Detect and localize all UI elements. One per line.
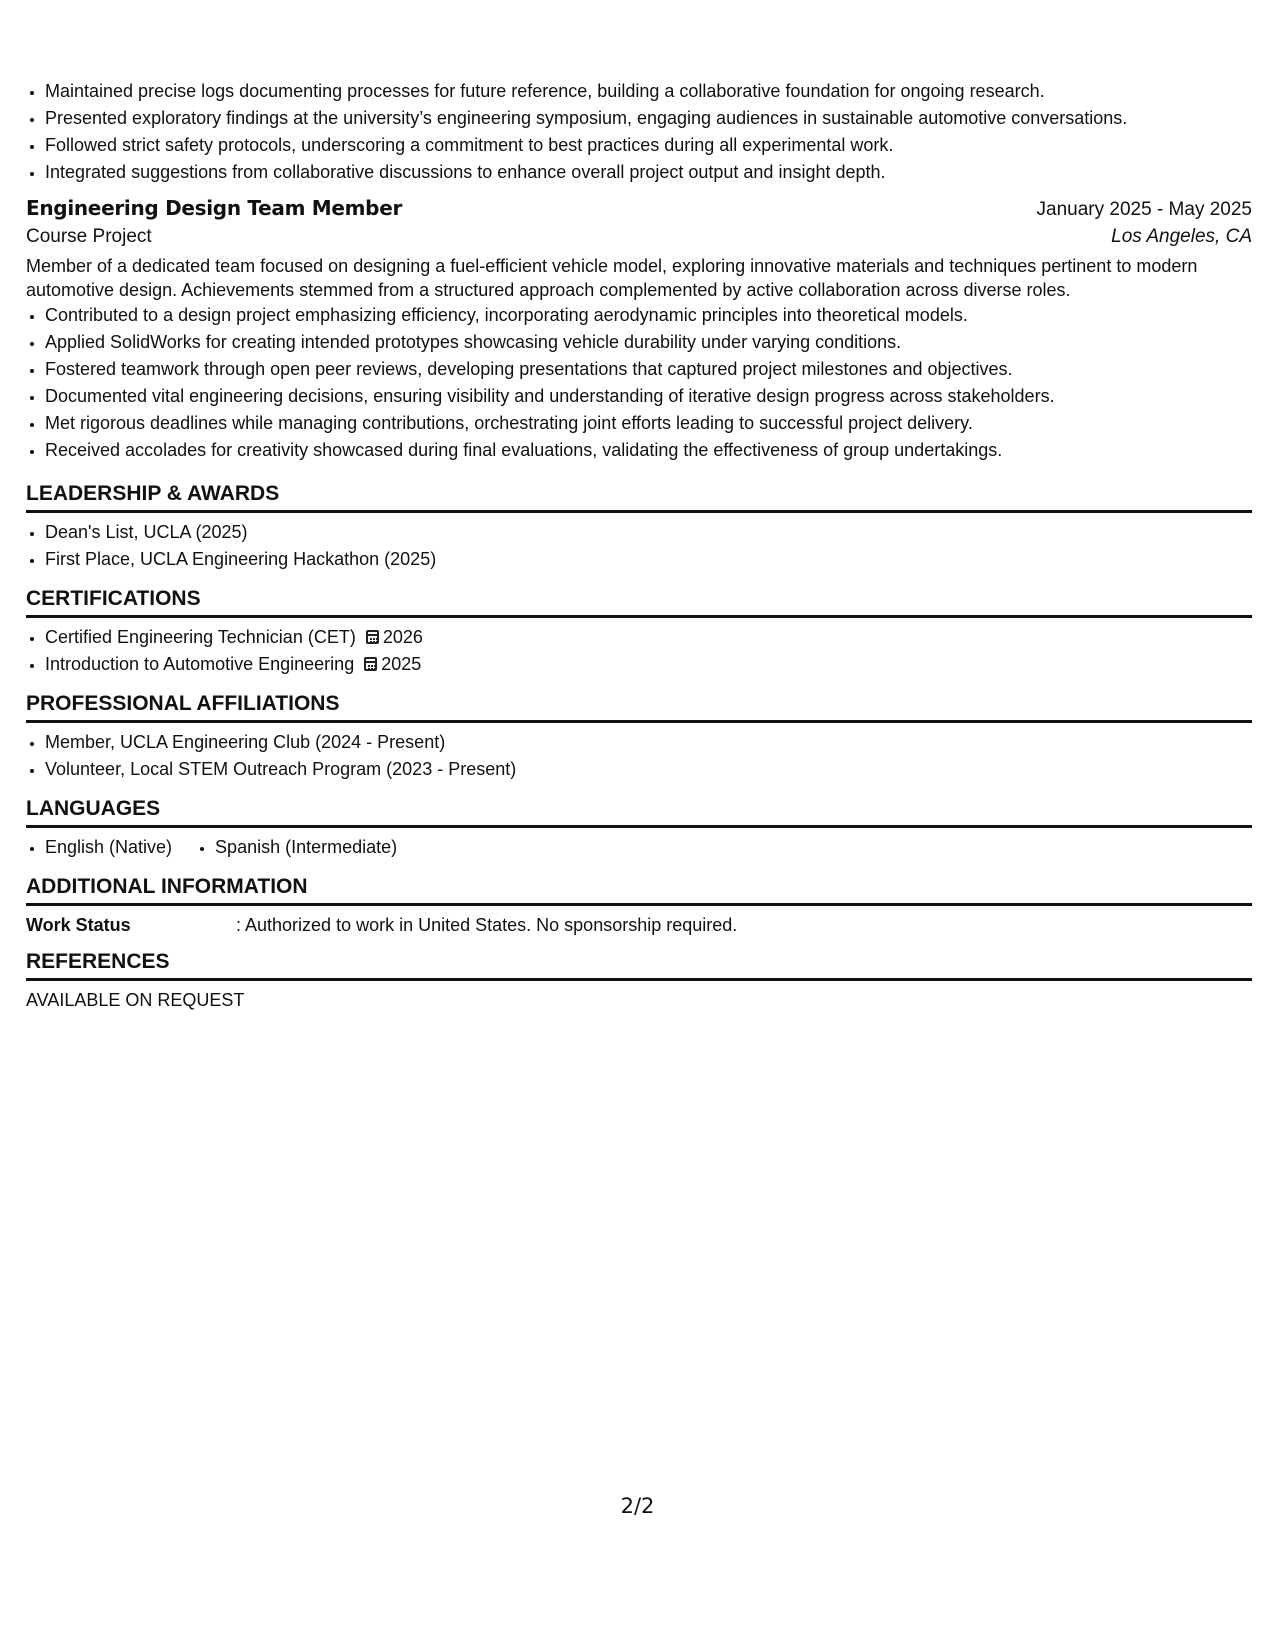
list-item: • Presented exploratory findings at the university’s engineering symposium, engaging audiences in sustainable automotive conversations.	[45, 105, 1252, 132]
section-title: ADDITIONAL INFORMATION	[26, 875, 1252, 906]
calendar-icon	[364, 657, 377, 671]
list-item	[45, 651, 1252, 678]
list-item: • Spanish (Intermediate)	[215, 834, 397, 861]
section-title: CERTIFICATIONS	[26, 587, 1252, 618]
work-status-row	[26, 912, 1252, 938]
section-title: LANGUAGES	[26, 797, 1252, 828]
certification-year: 2026	[382, 627, 423, 647]
certification-year: 2025	[381, 654, 422, 674]
list-item: • First Place, UCLA Engineering Hackathon (2025)	[45, 546, 1252, 573]
role-summary: Member of a dedicated team focused on designing a fuel-efficient vehicle model, exploring innovative materials and techniques pertinent to modern automotive design. Achievements stemmed from a structured approach complemented by active collaboration across diverse roles.	[26, 256, 1198, 300]
list-item: • English (Native)	[45, 834, 172, 861]
section-title: LEADERSHIP & AWARDS	[26, 482, 1252, 513]
resume-page	[26, 78, 1252, 1013]
list-item: • Contributed to a design project emphasizing efficiency, incorporating aerodynamic principles into theoretical models.	[45, 302, 1252, 329]
list-item: • Applied SolidWorks for creating intended prototypes showcasing vehicle durability under varying conditions.	[45, 329, 1252, 356]
certifications-section	[26, 587, 1252, 678]
role-title: Engineering Design Team Member	[26, 196, 403, 220]
certification-name: Introduction to Automotive Engineering	[45, 654, 355, 674]
page-number: 2/2	[620, 1494, 655, 1518]
references-section	[26, 950, 1252, 1013]
references-text: AVAILABLE ON REQUEST	[26, 990, 245, 1010]
affiliations-list	[26, 729, 1252, 783]
list-item: • Maintained precise logs documenting processes for future reference, building a collaborative foundation for ongoing research.	[45, 78, 1252, 105]
experience-entry	[26, 196, 1252, 464]
list-item: • Received accolades for creativity showcased during final evaluations, validating the effectiveness of group undertakings.	[45, 437, 1252, 464]
list-item: • Dean's List, UCLA (2025)	[45, 519, 1252, 546]
list-item	[45, 624, 1252, 651]
section-title: REFERENCES	[26, 950, 1252, 981]
list-item: • Integrated suggestions from collaborative discussions to enhance overall project output and insight depth.	[45, 159, 1252, 186]
list-item: • Followed strict safety protocols, underscoring a commitment to best practices during all experimental work.	[45, 132, 1252, 159]
languages-list	[26, 834, 1252, 861]
languages-section	[26, 797, 1252, 861]
list-item: • Member, UCLA Engineering Club (2024 - Present)	[45, 729, 1252, 756]
role-bullets	[26, 302, 1252, 464]
section-title: PROFESSIONAL AFFILIATIONS	[26, 692, 1252, 723]
role-header	[26, 196, 1252, 221]
role-dates: January 2025 - May 2025	[1036, 199, 1252, 220]
list-item: • Documented vital engineering decisions, ensuring visibility and understanding of iterative design progress across stakeholders.	[45, 383, 1252, 410]
leadership-section	[26, 482, 1252, 573]
previous-role-bullets	[26, 78, 1252, 186]
language-entry	[26, 834, 172, 861]
list-item: • Volunteer, Local STEM Outreach Program (2023 - Present)	[45, 756, 1252, 783]
list-item: • Fostered teamwork through open peer reviews, developing presentations that captured project milestones and objectives.	[45, 356, 1252, 383]
language-entry	[196, 834, 397, 861]
role-subheader	[26, 226, 1252, 248]
role-subtitle: Course Project	[26, 226, 152, 247]
affiliations-section	[26, 692, 1252, 783]
calendar-icon	[366, 630, 379, 644]
role-location: Los Angeles, CA	[1111, 226, 1252, 247]
leadership-list	[26, 519, 1252, 573]
certification-name: Certified Engineering Technician (CET)	[45, 627, 356, 647]
certifications-list	[26, 624, 1252, 678]
additional-info-section	[26, 875, 1252, 938]
work-status-value: : Authorized to work in United States. No sponsorship required.	[236, 915, 738, 935]
work-status-label: Work Status	[26, 915, 131, 935]
list-item: • Met rigorous deadlines while managing contributions, orchestrating joint efforts leading to successful project delivery.	[45, 410, 1252, 437]
